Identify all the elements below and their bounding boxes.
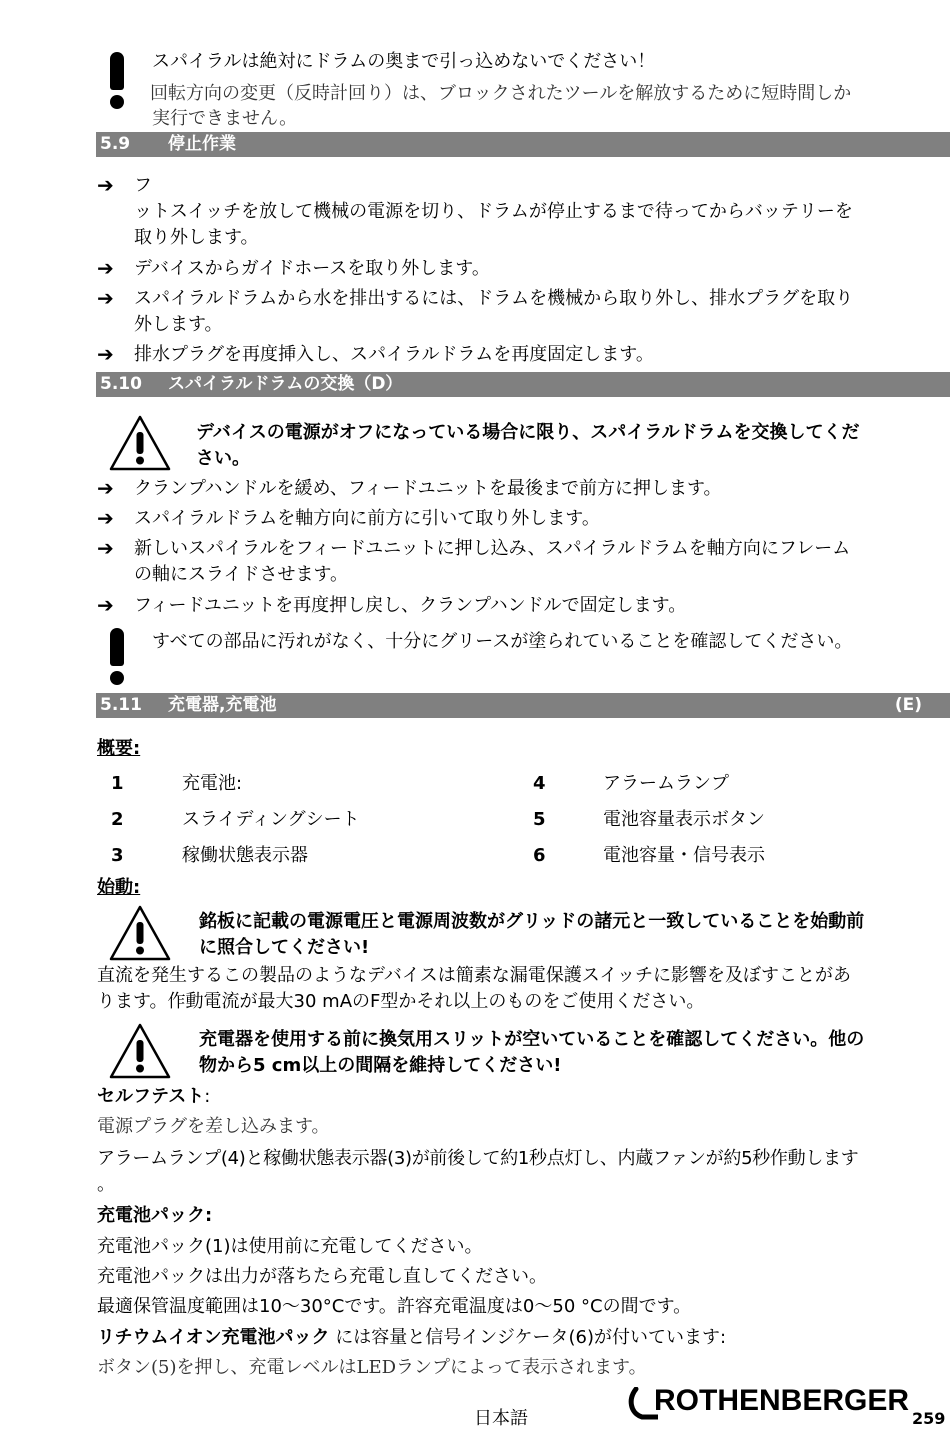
note-text: すべての部品に汚れがなく、十分にグリースが塗られていることを確認してください。 xyxy=(152,631,853,652)
step-text: 新しいスパイラルをフィードユニットに押し込み、スパイラルドラムを軸方向にフレーム xyxy=(134,538,851,559)
warning-triangle-icon xyxy=(108,414,172,472)
step-text: フィードユニットを再度押し戻し、クランプハンドルで固定します。 xyxy=(134,595,687,616)
section-header-5-10 xyxy=(96,372,950,397)
part-number: 3 xyxy=(111,845,124,866)
part-number: 2 xyxy=(111,809,124,830)
warning-triangle-icon xyxy=(108,1022,172,1080)
part-number: 5 xyxy=(533,809,546,830)
liion-line xyxy=(97,1324,726,1351)
arrow-right-icon: ➔ xyxy=(97,286,114,310)
warning-text: デバイスの電源がオフになっている場合に限り、スパイラルドラムを交換してくだ xyxy=(196,422,860,443)
arrow-right-icon: ➔ xyxy=(97,476,114,500)
step-text: フ xyxy=(134,175,152,196)
brand-name: ROTHENBERGER xyxy=(654,1384,910,1417)
part-label: 充電池: xyxy=(182,773,243,794)
warning-text: 物から5 cm以上の間隔を維持してください! xyxy=(199,1055,562,1076)
section-title: 停止作業 xyxy=(168,134,236,154)
section-header-5-11 xyxy=(96,693,950,718)
notice-line: スパイラルは絶対にドラムの奥まで引っ込めないでください！ xyxy=(152,51,656,72)
warning-text: 充電器を使用する前に換気用スリットが空いていることを確認してください。他の xyxy=(199,1029,865,1050)
warning-triangle-icon xyxy=(108,904,172,962)
arrow-right-icon: ➔ xyxy=(97,342,114,366)
arrow-right-icon: ➔ xyxy=(97,256,114,280)
arrow-right-icon: ➔ xyxy=(97,536,114,560)
step-text: ットスイッチを放して機械の電源を切り、ドラムが停止するまで待ってからバッテリーを xyxy=(134,201,853,222)
overview-label: 概要: xyxy=(97,738,141,759)
step-text: スパイラルドラムを軸方向に前方に引いて取り外します。 xyxy=(134,508,600,529)
paragraph: ります。作動電流が最大30 mAのF型かそれ以上のものをご使用ください。 xyxy=(97,991,705,1012)
paragraph: 充電池パックは出力が落ちたら充電し直してください。 xyxy=(97,1266,547,1287)
startup-label: 始動: xyxy=(97,877,141,898)
paragraph: アラームランプ(4)と稼働状態表示器(3)が前後して約1秒点灯し、内蔵ファンが約5秒作動します xyxy=(97,1148,859,1169)
step-text: クランプハンドルを緩め、フィードユニットを最後まで前方に押します。 xyxy=(134,478,722,499)
section-number: 5.10 xyxy=(100,374,142,394)
footer-language: 日本語 xyxy=(474,1408,528,1429)
warning-text: 銘板に記載の電源電圧と電源周波数がグリッドの諸元と一致していることを始動前 xyxy=(199,911,865,932)
section-header-5-9 xyxy=(96,132,950,157)
notice-line: 実行できません。 xyxy=(152,108,298,129)
step-text: 外します。 xyxy=(134,314,223,335)
part-label: スライディングシート xyxy=(182,809,360,830)
step-text: デバイスからガイドホースを取り外します。 xyxy=(134,258,490,279)
selftest-heading xyxy=(97,1083,210,1110)
part-number: 4 xyxy=(533,773,546,794)
part-label: 電池容量表示ボタン xyxy=(603,809,765,830)
step-text: 排水プラグを再度挿入し、スパイラルドラムを再度固定します。 xyxy=(134,344,654,365)
selftest-label: セルフテスト xyxy=(97,1086,205,1107)
liion-rest: には容量と信号インジケータ(6)が付いています: xyxy=(329,1327,727,1348)
paragraph: ボタン(5)を押し、充電レベルはLEDランプによって表示されます。 xyxy=(97,1357,647,1378)
page-number: 259 xyxy=(912,1409,946,1428)
part-number: 1 xyxy=(111,773,124,794)
part-label: 電池容量・信号表示 xyxy=(603,845,765,866)
liion-bold: リチウムイオン充電池パック xyxy=(97,1327,330,1348)
section-number: 5.11 xyxy=(100,695,142,715)
section-title: 充電器,充電池 xyxy=(168,695,277,715)
paragraph: 最適保管温度範囲は10〜30°Cです。許容充電温度は0〜50 °Cの間です。 xyxy=(97,1296,692,1317)
part-label: アラームランプ xyxy=(603,773,729,794)
part-number: 6 xyxy=(533,845,546,866)
paragraph: 充電池パック(1)は使用前に充電してください。 xyxy=(97,1236,483,1257)
pack-label: 充電池パック: xyxy=(97,1205,213,1226)
section-title: スパイラルドラムの交換（D） xyxy=(168,374,403,394)
arrow-right-icon: ➔ xyxy=(97,593,114,617)
section-number: 5.9 xyxy=(100,134,131,154)
paragraph: 。 xyxy=(97,1174,115,1195)
step-text: 取り外します。 xyxy=(134,227,259,248)
step-text: の軸にスライドさせます。 xyxy=(134,564,349,585)
warning-text: に照合してください! xyxy=(199,937,370,958)
paragraph: 電源プラグを差し込みます。 xyxy=(97,1116,330,1137)
arrow-right-icon: ➔ xyxy=(97,173,114,197)
step-text: スパイラルドラムから水を排出するには、ドラムを機械から取り外し、排水プラグを取り xyxy=(134,288,854,309)
arrow-right-icon: ➔ xyxy=(97,506,114,530)
figure-reference: (E) xyxy=(894,695,922,715)
paragraph: 直流を発生するこの製品のようなデバイスは簡素な漏電保護スイッチに影響を及ぼすことがあ xyxy=(97,965,852,986)
part-label: 稼働状態表示器 xyxy=(182,845,308,866)
notice-line: 回転方向の変更（反時計回り）は、ブロックされたツールを解放するために短時間しか xyxy=(150,83,852,104)
selftest-colon: : xyxy=(204,1086,211,1107)
warning-text: さい。 xyxy=(196,448,250,469)
